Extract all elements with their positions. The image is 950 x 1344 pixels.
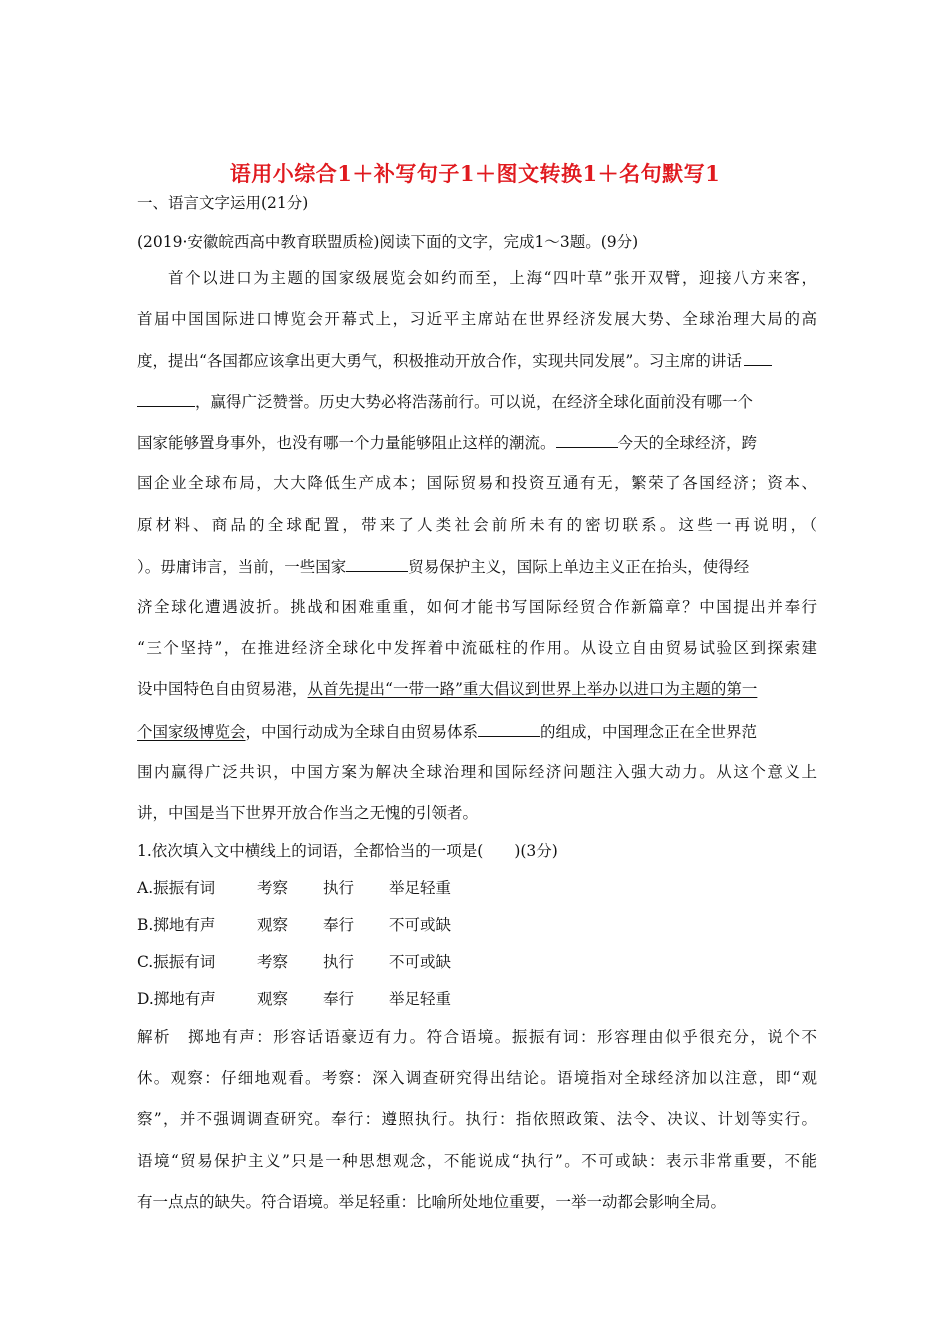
option-word: 举足轻重: [389, 990, 452, 1008]
answer-blank: [137, 391, 195, 407]
option-word: 观察: [257, 916, 289, 934]
passage-line-12c-text: 的组成，中国理念正在全世界范: [540, 723, 758, 741]
passage-line-13: 围内赢得广泛共识，中国方案为解决全球治理和国际经济问题注入强大动力。从这个意义上: [137, 763, 817, 781]
option-label: C.振振有词: [137, 953, 216, 971]
option-word: 不可或缺: [389, 953, 452, 971]
passage-line-9: 济全球化遭遇波折。挑战和困难重重，如何才能书写国际经贸合作新篇章？中国提出并奉行: [137, 598, 817, 616]
option-label: B.掷地有声: [137, 916, 216, 934]
passage-line-2: 首届中国国际进口博览会开幕式上，习近平主席站在世界经济发展大势、全球治理大局的高: [137, 310, 817, 328]
option-word: 观察: [257, 990, 289, 1008]
section-heading: 一、语言文字运用(21分): [137, 194, 309, 212]
passage-line-1: 首个以进口为主题的国家级展览会如约而至，上海“四叶草”张开双臂，迎接八方来客，: [168, 269, 817, 287]
passage-line-8: [137, 556, 817, 577]
passage-line-8a-text: ）。毋庸讳言，当前，一些国家: [137, 558, 347, 576]
option-word: 奉行: [323, 990, 355, 1008]
option-word: 执行: [323, 953, 355, 971]
passage-line-5: [137, 432, 817, 453]
passage-line-3: [137, 350, 817, 371]
option-d: [137, 989, 817, 1009]
analysis-line-3: 察”，并不强调调查研究。奉行：遵照执行。执行：指依照政策、法令、决议、计划等实行。: [137, 1110, 817, 1128]
answer-blank: [556, 432, 618, 448]
passage-line-3-text: 度，提出“各国都应该拿出更大勇气，积极推动开放合作，实现共同发展”。习主席的讲话: [137, 352, 742, 370]
passage-line-12: [137, 721, 817, 742]
passage-line-11: [137, 679, 817, 699]
option-word: 考察: [257, 879, 289, 897]
passage-line-14: 讲，中国是当下世界开放合作当之无愧的引领者。: [137, 804, 479, 822]
answer-blank: [744, 350, 772, 366]
passage-line-4-text: ，赢得广泛赞誉。历史大势必将浩荡前行。可以说，在经济全球化面前没有哪一个: [195, 393, 754, 411]
source-line: (2019·安徽皖西高中教育联盟质检)阅读下面的文字，完成1～3题。(9分): [137, 233, 639, 251]
analysis-line-5: 有一点点的缺失。符合语境。举足轻重：比喻所处地位重要，一举一动都会影响全局。: [137, 1193, 727, 1211]
analysis-line-1: 解析 掷地有声：形容话语豪迈有力。符合语境。振振有词：形容理由似乎很充分，说个不: [137, 1028, 817, 1046]
passage-line-5b-text: 今天的全球经济，跨: [617, 434, 758, 452]
answer-blank: [478, 721, 540, 737]
passage-line-12b-text: ，中国行动成为全球自由贸易体系: [245, 723, 479, 741]
option-c: [137, 952, 817, 972]
option-a: [137, 878, 817, 898]
analysis-line-2: 休。观察：仔细地观看。考察：深入调查研究得出结论。语境指对全球经济加以注意，即“观: [137, 1069, 817, 1087]
passage-line-11a-text: 设中国特色自由贸易港，: [137, 680, 308, 698]
option-label: A.振振有词: [137, 879, 216, 897]
option-word: 举足轻重: [389, 879, 452, 897]
option-b: [137, 915, 817, 935]
option-label: D.掷地有声: [137, 990, 216, 1008]
question-stem: 1.依次填入文中横线上的词语，全都恰当的一项是( )(3分): [137, 842, 558, 860]
passage-line-10: “三个坚持”，在推进经济全球化中发挥着中流砥柱的作用。从设立自由贸易试验区到探索建: [137, 639, 817, 657]
analysis-line-4: 语境“贸易保护主义”只是一种思想观念，不能说成“执行”。不可或缺：表示非常重要，不能: [137, 1152, 817, 1170]
underlined-sentence: 从首先提出“一带一路”重大倡议到世界上举办以进口为主题的第一: [307, 680, 758, 698]
underlined-sentence-end: 个国家级博览会: [137, 723, 246, 741]
option-word: 不可或缺: [389, 916, 452, 934]
option-word: 执行: [323, 879, 355, 897]
passage-line-7: 原材料、商品的全球配置，带来了人类社会前所未有的密切联系。这些一再说明，（: [137, 516, 817, 534]
passage-line-4: [137, 391, 817, 412]
option-word: 考察: [257, 953, 289, 971]
passage-line-6: 国企业全球布局，大大降低生产成本；国际贸易和投资互通有无，繁荣了各国经济；资本、: [137, 474, 817, 492]
passage-line-8b-text: 贸易保护主义，国际上单边主义正在抬头，使得经: [408, 558, 750, 576]
answer-blank: [346, 556, 408, 572]
option-word: 奉行: [323, 916, 355, 934]
passage-line-5-text: 国家能够置身事外，也没有哪一个力量能够阻止这样的潮流。: [137, 434, 556, 452]
document-title: 语用小综合1＋补写句子1＋图文转换1＋名句默写1: [229, 161, 721, 186]
